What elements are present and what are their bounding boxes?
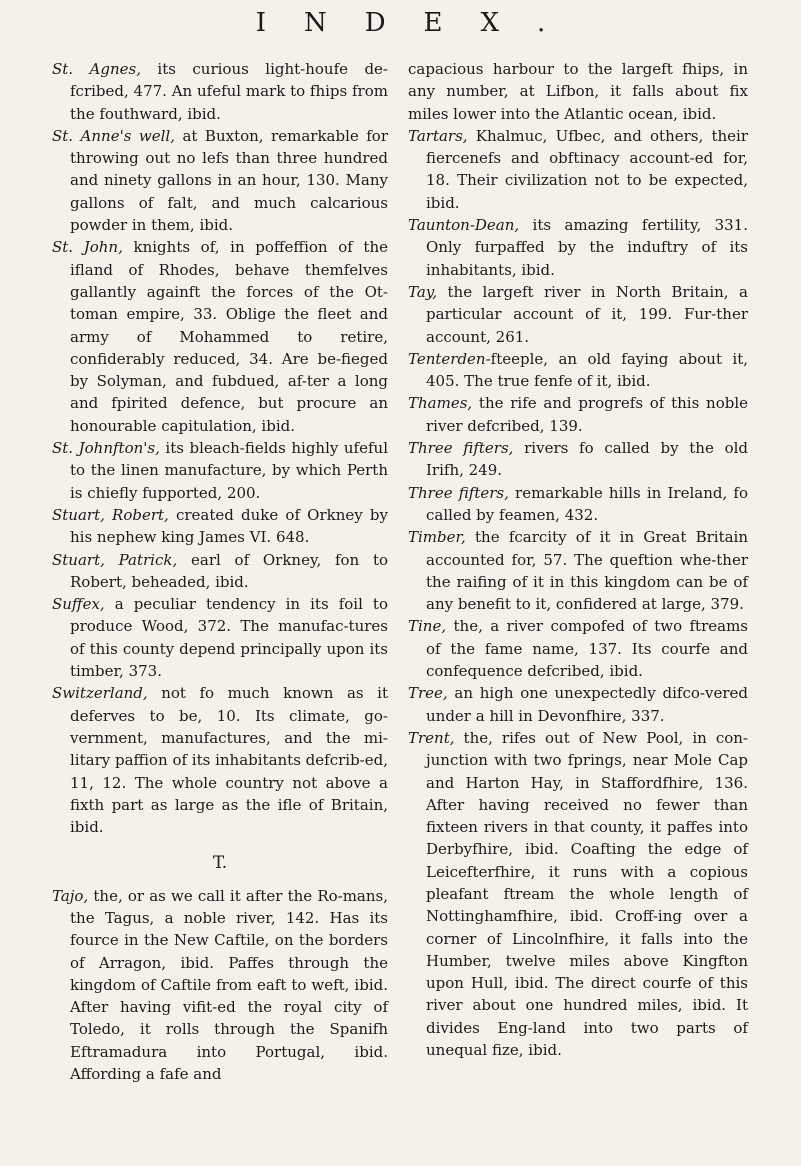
index-entry [52,236,388,437]
index-entry [408,348,748,393]
entry-heading: Taunton-Dean, [408,216,520,235]
entry-heading: St. Anne's well, [52,126,175,145]
index-entry [52,885,388,1086]
index-entry [408,125,748,214]
entry-text: its curious light-houfe de-fcribed, 477. An ufeful mark to fhips from the fouthward, ibid. [70,60,389,123]
index-entry [52,549,388,594]
index-entry [408,392,748,437]
entry-text: rivers fo called by the old Irifh, 249. [426,439,748,480]
index-entry [52,125,388,236]
entry-text: at Buxton, remarkable for throwing out no lefs than three hundred and ninety gallons in an hour, 130. Many gallons of falt, and much calcarious powder in them, ibid. [70,126,388,235]
entry-text: earl of Orkney, fon to Robert, beheaded, ibid. [70,550,389,591]
entry-text: created duke of Orkney by his nephew king James VI. 648. [70,505,388,547]
entry-text: not fo much known as it deferves to be, 10. Its climate, go-vernment, manufactures, and the mi-litary paffion of its inhabitants defcrib-ed, 11, 12. The whole country not above a fixth part as large as the ifle of Britain, ibid. [70,684,388,837]
index-entry [408,615,748,682]
entry-heading: Suffex, [52,595,105,614]
index-entry [52,682,388,838]
index-entry [52,58,388,125]
entry-text: the rife and progrefs of this noble river defcribed, 139. [426,394,748,435]
running-head: INDEX. [255,8,584,38]
index-entry [52,437,388,504]
right-column [408,58,748,1061]
entry-text: its amazing fertility, 331. Only furpaffed by the induftry of its inhabitants, ibid. [426,216,748,279]
entry-heading: Three fifters, [408,439,514,458]
entry-heading: Tartars, [408,126,468,145]
entry-heading: Thames, [408,394,473,413]
index-entry [408,437,748,482]
left-column [52,58,388,1085]
entry-text: a peculiar tendency in its foil to produce Wood, 372. The manufac-tures of this county depend principally upon its timber, 373. [70,595,388,681]
entry-heading: Switzerland, [52,684,148,703]
entry-heading: Tajo, [52,886,89,905]
entry-heading: Trent, [408,728,455,747]
entry-text: the, a river compofed of two ftreams of the fame name, 137. Its courfe and confequence defcribed, ibid. [426,617,748,681]
entry-text: Khalmuc, Ufbec, and others, their fiercenefs and obftinacy account-ed for, 18. Their civilization not to be expected, ibid. [426,126,748,212]
entry-text: the, rifes out of New Pool, in con-junction with two fprings, near Mole Cap and Harton Hay, in Staffordfhire, 136. After having received no fewer than fixteen rivers in that county, it paffes into Derbyfhire, ibid. Coafting the edge of Leicefterfhire, it runs with a copious pleafant ftream the whole length of Nottinghamfhire, ibid. Croff-ing over a corner of Lincolnfhire, it falls into the Humber, twelve miles above Kingfton upon Hull, ibid. The direct courfe of this river about one hundred miles, ibid. It divides Eng-land into two parts of unequal fize, ibid. [426,728,748,1060]
entry-heading: Stuart, Robert, [52,505,169,524]
entry-text: its bleach-fields highly ufeful to the linen manufacture, by which Perth is chiefly fupported, 200. [70,439,388,502]
entry-heading: Tay, [408,282,438,301]
index-entry [408,526,748,615]
index-entry [408,214,748,281]
entry-heading: Three fifters, [408,483,509,502]
entry-heading: Tree, [408,684,448,703]
entry-text: an high one unexpectedly difco-vered under a hill in Devonfhire, 337. [426,684,748,725]
index-entry [408,281,748,348]
entry-heading: St. Johnfton's, [52,439,160,458]
index-entry [408,58,748,125]
index-entry [408,727,748,1061]
entry-heading: St. John, [52,238,123,257]
section-letter: T. [212,853,228,874]
entry-text: the largeft river in North Britain, a particular account of it, 199. Fur-ther account, 261. [426,282,748,346]
entry-text: the, or as we call it after the Ro-mans, the Tagus, a noble river, 142. Has its fource in the New Caftile, on the borders of Arragon, ibid. Paffes through the kingdom of Caftile from eaft to weft, ibid. After having vifit-ed the royal city of Toledo, it rolls through the Spanifh Eftramadura into Portugal, ibid. Affording a fafe and [70,886,388,1084]
entry-text: remarkable hills in Ireland, fo called by feamen, 432. [426,483,748,524]
entry-text: the fcarcity of it in Great Britain accounted for, 57. The queftion whe-ther the raifing of it in this kingdom can be of any benefit to it, confidered at large, 379. [426,528,748,614]
entry-text: fteeple, an old faying about it, 405. The true fenfe of it, ibid. [426,349,748,391]
entry-heading: Tenterden- [408,349,491,368]
entry-heading: Stuart, Patrick, [52,550,178,569]
index-entry [52,593,388,682]
entry-heading: Tine, [408,617,447,636]
index-entry [408,682,748,727]
entry-heading: Timber, [408,528,466,547]
index-entry [408,482,748,527]
entry-heading: St. Agnes, [52,60,141,78]
entry-text: capacious harbour to the largeft fhips, in any number, at Lifbon, it falls about fix miles lower into the Atlantic ocean, ibid. [408,60,748,123]
index-entry [52,504,388,549]
entry-text: knights of, in poffeffion of the ifland of Rhodes, behave themfelves gallantly againft the forces of the Ot-toman empire, 33. Oblige the fleet and army of Mohammed to retire, confiderably reduced, 34. Are be-fieged by Solyman, and fubdued, af-ter a long and fpirited defence, but procure an honourable capitulation, ibid. [70,238,388,435]
